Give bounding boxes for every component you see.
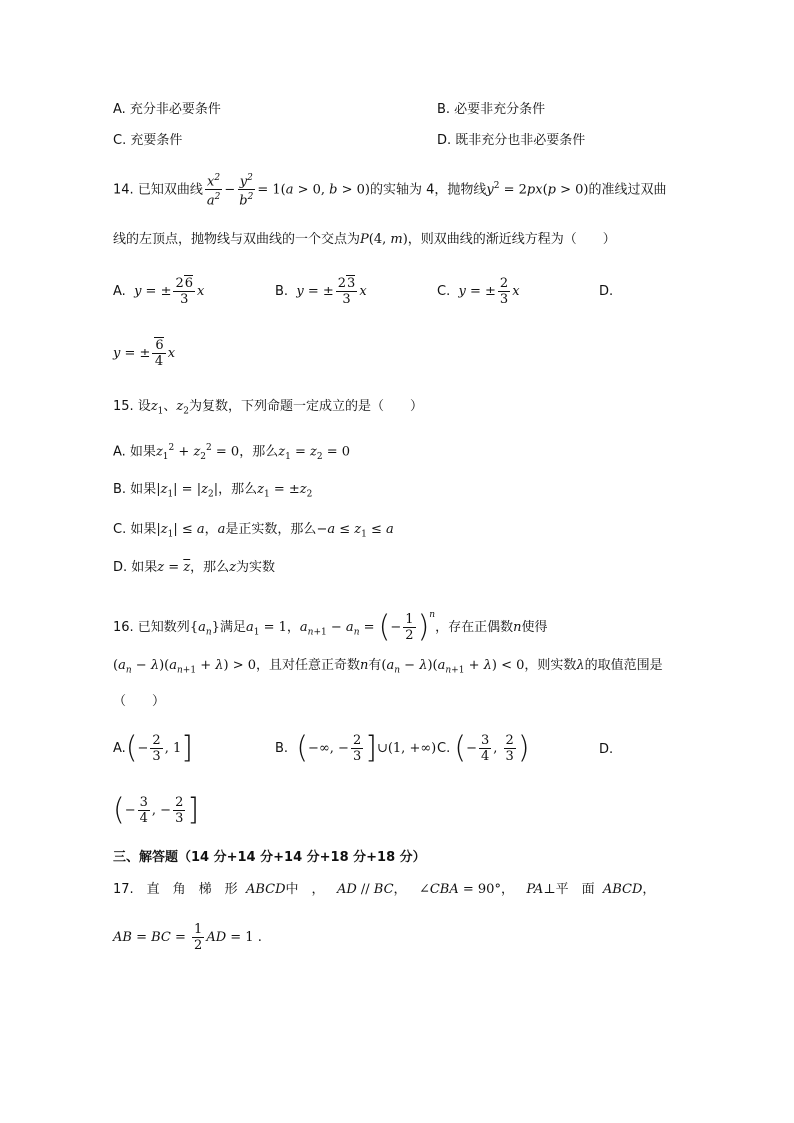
q15-option-c: C. 如果$|z_1| \le a$，a是正实数，那么$-a \le z_1 \le a$ xyxy=(113,522,394,540)
q14-option-d: y = ± $\frac{6}{4}$ x xyxy=(113,338,176,369)
q17-stem-line1: 17. 直 角 梯 形 ABCD中 ， AD // BC， ∠CBA = 90°， PA⊥平 面 ABCD， xyxy=(113,882,656,897)
q14-option-b: B. y = ± $\frac{23}{3}$ x xyxy=(275,276,367,307)
q14-option-c: C. y = ± $\frac{2}{3}$ x xyxy=(437,276,520,307)
q14-option-a: A. y = ± $\frac{26}{3}$ x xyxy=(113,276,205,307)
q16-stem-line2: $(a_n - \lambda)(a_{n+1} + \lambda) > 0$，且对任意正奇数n有$(a_n - \lambda)(a_{n+1} + \lambda) < 0$，则实数λ的取值范围是 xyxy=(113,658,663,676)
q13-option-c: C. 充要条件 xyxy=(113,133,183,148)
q16-option-c: C. (− $\frac{3}{4}$ , $\frac{2}{3}$ ) xyxy=(437,730,530,766)
q14-stem-line2: 线的左顶点，抛物线与双曲线的一个交点为P(4, m)，则双曲线的渐近线方程为（ ） xyxy=(113,232,616,247)
q15-option-a: A. 如果$z_1^2 + z_2^2 = 0$，那么$z_1 = z_2 = 0$ xyxy=(113,443,351,462)
q13-option-d: D. 既非充分也非必要条件 xyxy=(437,133,586,148)
q15-option-b: B. 如果$|z_1| = |z_2|$，那么$z_1 = \pm z_2$ xyxy=(113,482,313,500)
q14-option-d-label: D. xyxy=(599,284,614,299)
q17-stem-line2: AB = BC = $\frac{1}{2}$ AD = 1 . xyxy=(113,922,262,953)
q13-option-b: B. 必要非充分条件 xyxy=(437,102,546,117)
q14-stem-line1: 14. 已知双曲线 $\frac{x^2}{a^2}$ − $\frac{y^2}{b^2}$ = 1(a > 0, b > 0)的实轴为 4，抛物线$y^2 = 2px(p > 0)$的准线过双曲 xyxy=(113,173,667,209)
q15-stem: 15. 设$z_1$、$z_2$为复数，下列命题一定成立的是（ ） xyxy=(113,399,424,417)
q16-answer-paren: （ ） xyxy=(113,694,166,709)
section-heading: 三、解答题（14 分+14 分+14 分+18 分+18 分） xyxy=(113,850,426,865)
q16-option-d-label: D. xyxy=(599,742,614,757)
q15-option-d: D. 如果$z = \overline{z}$，那么z为实数 xyxy=(113,560,276,575)
q16-option-b: B. (−∞, − $\frac{2}{3}$ ]∪(1, +∞) xyxy=(275,730,437,766)
q16-stem-line1: 16. 已知数列$\{a_n\}$满足$a_1 = 1$，$a_{n+1} - a_n$ = (− $\frac{1}{2}$ )$^n$，存在正偶数n使得 xyxy=(113,609,548,645)
q16-option-a: A.(− $\frac{2}{3}$ , 1] xyxy=(113,730,193,766)
q13-option-a: A. 充分非必要条件 xyxy=(113,102,221,117)
q16-option-d: (− $\frac{3}{4}$ , − $\frac{2}{3}$ ] xyxy=(113,792,200,828)
